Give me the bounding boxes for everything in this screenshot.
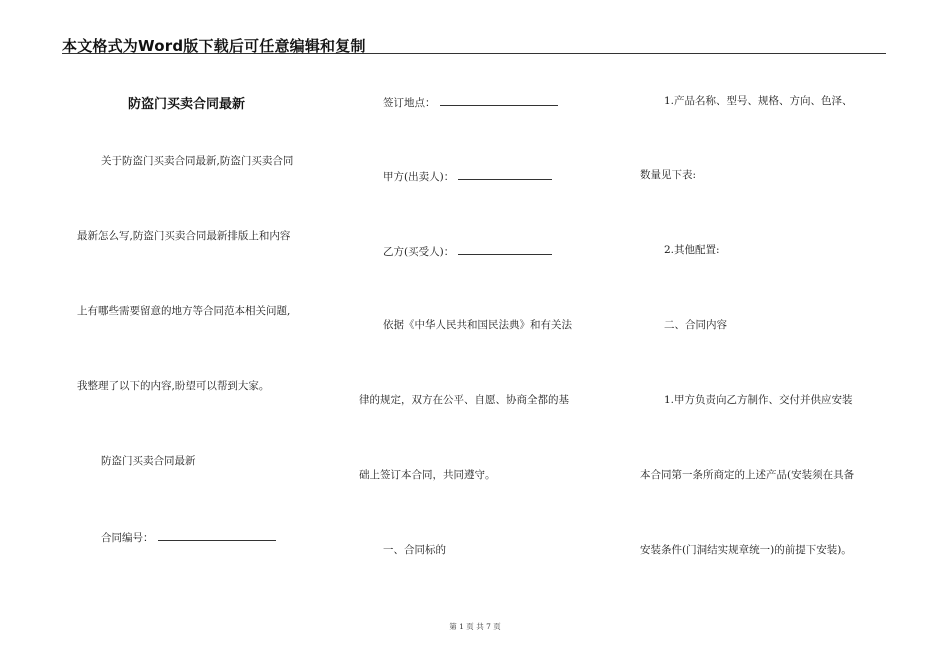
basis-line-3: 础上签订本合同，共同遵守。	[359, 469, 496, 481]
content-1-line-2: 本合同第一条所商定的上述产品(安装须在具备	[640, 469, 855, 481]
party-a-blank	[458, 168, 552, 180]
item-1-line-1: 1.产品名称、型号、规格、方向、色泽、	[664, 95, 853, 107]
intro-line-4: 我整理了以下的内容,盼望可以帮到大家。	[77, 380, 270, 392]
content-1-line-3: 安装条件(门洞结实规章统一)的前提下安装)。	[640, 544, 852, 556]
page-number-footer: 第 1 页 共 7 页	[449, 622, 501, 631]
sign-place-label: 签订地点：	[383, 97, 436, 109]
party-a-label: 甲方(出卖人)：	[383, 171, 455, 183]
download-banner: 本文格式为Word版下载后可任意编辑和复制	[62, 37, 366, 55]
sign-place-blank	[440, 94, 558, 106]
sign-place-field	[383, 94, 558, 110]
contract-number-blank	[158, 529, 276, 541]
item-1-line-2: 数量见下表:	[640, 169, 697, 181]
intro-line-3: 上有哪些需要留意的地方等合同范本相关问题,	[77, 305, 291, 317]
header-rule	[62, 53, 886, 54]
basis-line-1: 依据《中华人民共和国民法典》和有关法	[383, 319, 572, 331]
contract-number-field	[101, 529, 276, 545]
section-2-heading: 二、合同内容	[664, 319, 727, 331]
party-b-field	[383, 243, 552, 259]
contract-number-label: 合同编号：	[101, 532, 154, 544]
intro-line-2: 最新怎么写,防盗门买卖合同最新排版上和内容	[77, 230, 291, 242]
document-title: 防盗门买卖合同最新	[128, 97, 246, 112]
basis-line-2: 律的规定，双方在公平、自愿、协商全都的基	[359, 394, 569, 406]
content-1-line-1: 1.甲方负责向乙方制作、交付并供应安装	[664, 394, 853, 406]
party-b-label: 乙方(买受人)：	[383, 246, 455, 258]
item-2: 2.其他配置:	[664, 244, 720, 256]
party-b-blank	[458, 243, 552, 255]
party-a-field	[383, 168, 552, 184]
intro-line-1: 关于防盗门买卖合同最新,防盗门买卖合同	[101, 155, 294, 167]
section-1-heading: 一、合同标的	[383, 544, 446, 556]
subtitle: 防盗门买卖合同最新	[101, 455, 196, 467]
